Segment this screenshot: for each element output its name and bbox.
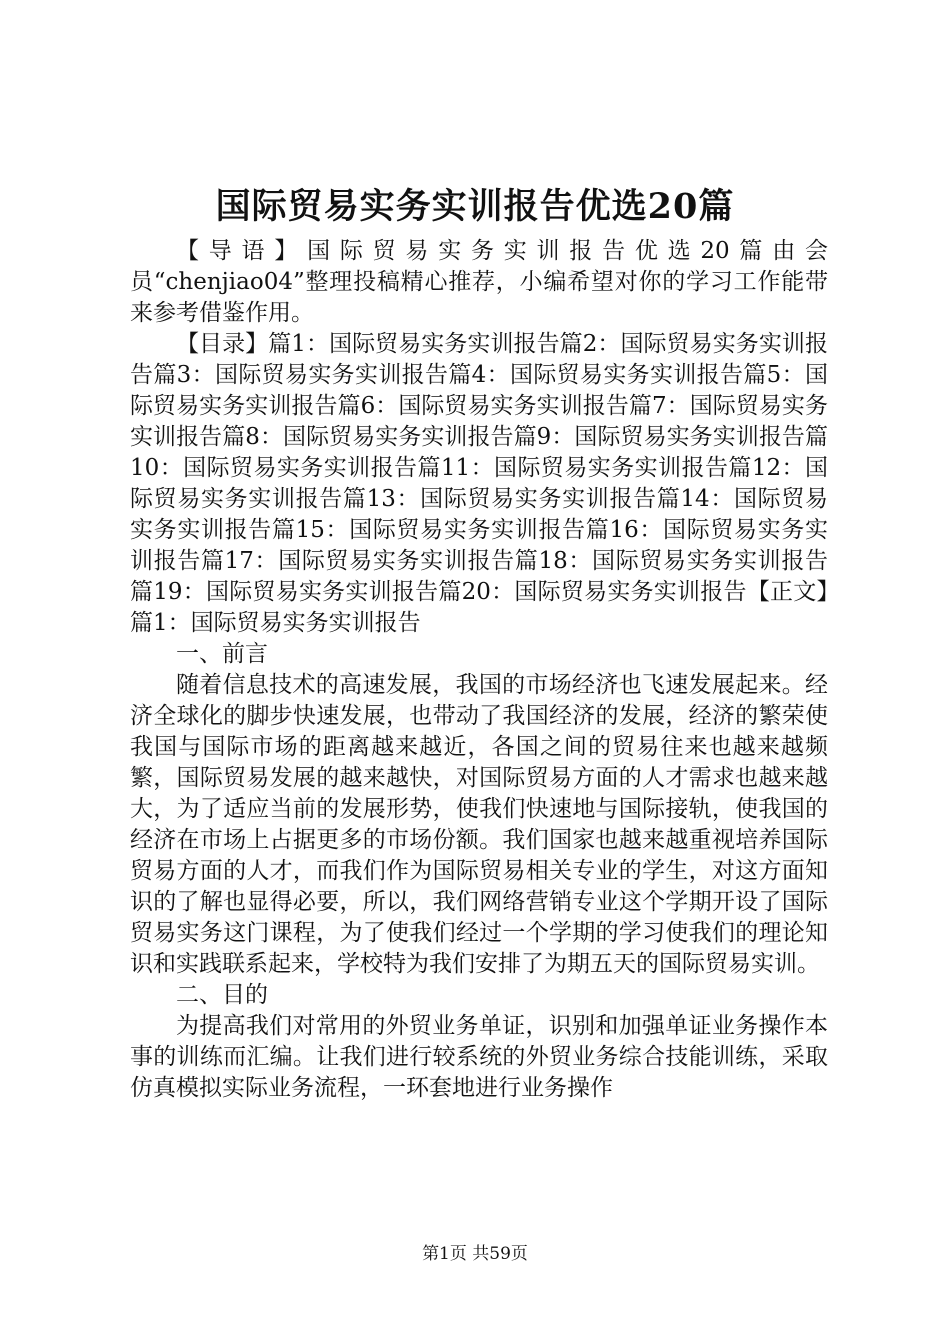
intro-paragraph: 【导语】国际贸易实务实训报告优选20篇由会员“chenjiao04”整理投稿精心推荐，小编希望对你的学习工作能带来参考借鉴作用。 [130, 238, 828, 326]
purpose-paragraph: 为提高我们对常用的外贸业务单证，识别和加强单证业务操作本事的训练而汇编。让我们进行较系统的外贸业务综合技能训练，采取仿真模拟实际业务流程，一环套地进行业务操作 [130, 1013, 828, 1101]
page-footer: 第1页 共59页 [422, 1244, 528, 1264]
preface-paragraph: 随着信息技术的高速发展，我国的市场经济也飞速发展起来。经济全球化的脚步快速发展，也带动了我国经济的发展，经济的繁荣使我国与国际市场的距离越来越近，各国之间的贸易往来也越来越频繁，国际贸易发展的越来越快，对国际贸易方面的人才需求也越来越大，为了适应当前的发展形势，使我们快速地与国际接轨，使我国的经济在市场上占据更多的市场份额。我们国家也越来越重视培养国际贸易方面的人才，而我们作为国际贸易相关专业的学生，对这方面知识的了解也显得必要，所以，我们网络营销专业这个学期开设了国际贸易实务这门课程，为了使我们经过一个学期的学习使我们的理论知识和实践联系起来，学校特为我们安排了为期五天的国际贸易实训。 [130, 672, 828, 977]
section-heading-preface: 一、前言 [176, 641, 268, 667]
section-heading-purpose: 二、目的 [176, 982, 268, 1008]
toc-paragraph: 【目录】篇1：国际贸易实务实训报告篇2：国际贸易实务实训报告篇3：国际贸易实务实训报告篇4：国际贸易实务实训报告篇5：国际贸易实务实训报告篇6：国际贸易实务实训报告篇7：国际贸易实务实训报告篇8：国际贸易实务实训报告篇9：国际贸易实务实训报告篇10：国际贸易实务实训报告篇11：国际贸易实务实训报告篇12：国际贸易实务实训报告篇13：国际贸易实务实训报告篇14：国际贸易实务实训报告篇15：国际贸易实务实训报告篇16：国际贸易实务实训报告篇17：国际贸易实务实训报告篇18：国际贸易实务实训报告篇19：国际贸易实务实训报告篇20：国际贸易实务实训报告【正文】篇1：国际贸易实务实训报告 [130, 331, 828, 636]
document-body [130, 236, 828, 1104]
document-title: 国际贸易实务实训报告优选20篇 [215, 186, 735, 227]
